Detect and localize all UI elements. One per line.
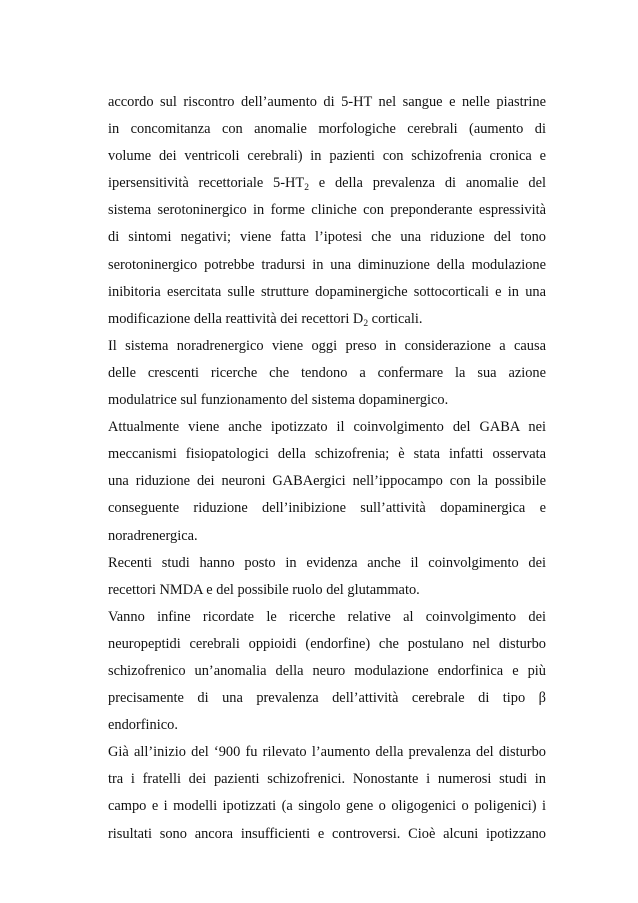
text-line: noradrenergica. [108, 527, 198, 544]
text-line [108, 170, 546, 197]
text-line: Recenti studi hanno posto in evidenza anche il coinvolgimento dei [108, 554, 546, 571]
text-line: accordo sul riscontro dell’aumento di 5-HT nel sangue e nelle piastrine [108, 94, 546, 110]
text-line: Vanno infine ricordate le ricerche relative al coinvolgimento dei [108, 608, 546, 625]
text-line: risultati sono ancora insufficienti e controversi. Cioè alcuni ipotizzano [108, 825, 546, 842]
text-line: precisamente di una prevalenza dell’attività cerebrale di tipo β [108, 690, 546, 707]
subscript: 2 [304, 183, 309, 194]
text-line: recettori NMDA e del possibile ruolo del glutammato. [108, 581, 420, 598]
text-segment: modificazione della reattività dei recettori D [108, 310, 364, 327]
text-line: volume dei ventricoli cerebrali) in pazienti con schizofrenia cronica e [108, 148, 546, 165]
text-line: modulatrice sul funzionamento del sistema dopaminergico. [108, 392, 449, 409]
text-line: schizofrenico un’anomalia della neuro modulazione endorfinica e più [108, 662, 546, 679]
text-line: delle crescenti ricerche che tendono a confermare la sua azione [108, 364, 546, 381]
subscript: 2 [363, 318, 369, 329]
text-segment: e della prevalenza di anomalie del [308, 175, 546, 192]
text-line: endorfinico. [108, 717, 178, 734]
text-line: sistema serotoninergico in forme cliniche con preponderante espressività [108, 202, 546, 219]
text-segment: corticali. [368, 310, 423, 327]
text-segment: ipersensitività recettoriale 5-HT [108, 175, 305, 192]
text-line: tra i fratelli dei pazienti schizofrenici. Nonostante i numerosi studi in [108, 771, 546, 788]
text-line: Attualmente viene anche ipotizzato il coinvolgimento del GABA nei [108, 419, 546, 436]
text-line: neuropeptidi cerebrali oppioidi (endorfine) che postulano nel disturbo [108, 635, 546, 652]
text-line: una riduzione dei neuroni GABAergici nell’ippocampo con la possibile [108, 473, 546, 490]
text-line: campo e i modelli ipotizzati (a singolo gene o oligogenici o poligenici) i [108, 798, 546, 815]
text-line: conseguente riduzione dell’inibizione sull’attività dopaminergica e [108, 500, 546, 517]
text-line: in concomitanza con anomalie morfologiche cerebrali (aumento di [108, 121, 546, 138]
text-line: serotoninergico potrebbe tradursi in una diminuzione della modulazione [108, 256, 546, 273]
text-line: di sintomi negativi; viene fatta l’ipotesi che una riduzione del tono [108, 229, 546, 246]
text-line: inibitoria esercitata sulle strutture dopaminergiche sottocorticali e in una [108, 283, 546, 300]
text-line: Il sistema noradrenergico viene oggi preso in considerazione a causa [108, 337, 546, 354]
text-line: meccanismi fisiopatologici della schizofrenia; è stata infatti osservata [108, 446, 546, 463]
body-text [108, 89, 546, 848]
text-line [108, 306, 546, 333]
text-line: Già all’inizio del ‘900 fu rilevato l’aumento della prevalenza del disturbo [108, 744, 546, 761]
